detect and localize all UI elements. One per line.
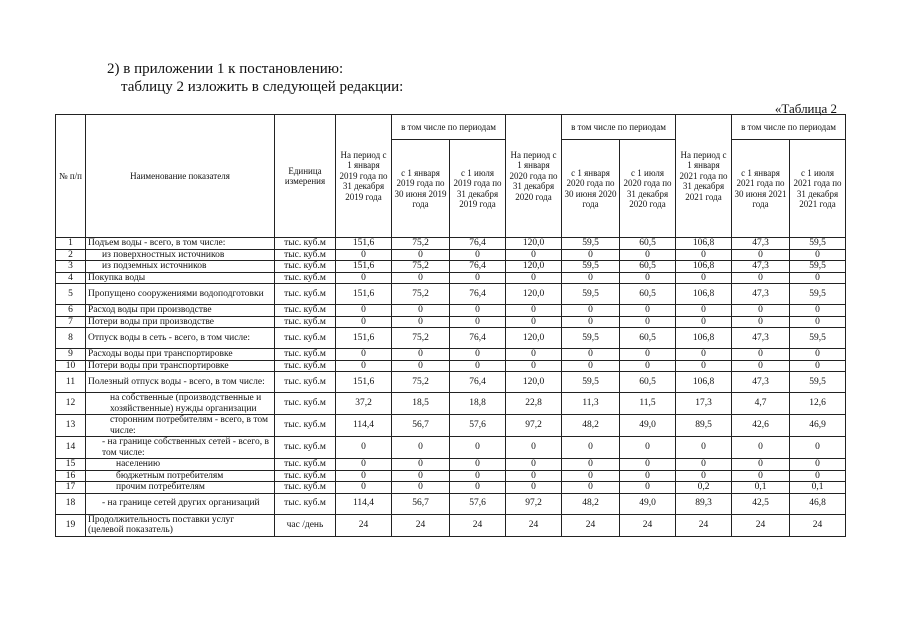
table-row (56, 305, 846, 317)
row-value: 0 (506, 360, 562, 372)
row-value: 0 (620, 249, 676, 261)
row-value: 24 (562, 514, 620, 536)
row-value: 0 (392, 305, 450, 317)
row-value: 0 (450, 305, 506, 317)
row-value: 0 (790, 349, 846, 361)
row-unit: тыс. куб.м (275, 493, 336, 514)
row-number: 12 (56, 393, 86, 415)
row-value: 76,4 (450, 284, 506, 305)
row-value: 24 (450, 514, 506, 536)
row-value: 0 (336, 305, 392, 317)
row-value: 75,2 (392, 238, 450, 250)
row-value: 0 (790, 316, 846, 328)
row-name: сторонним потребителям - всего, в том числе: (86, 415, 275, 437)
row-value: 0 (392, 482, 450, 494)
row-unit: тыс. куб.м (275, 360, 336, 372)
row-unit: тыс. куб.м (275, 349, 336, 361)
header-h1-2019: с 1 января 2019 года по 30 июня 2019 года (392, 140, 450, 238)
header-period-2021: На период с 1 января 2021 года по 31 декабря 2021 года (676, 115, 732, 238)
row-value: 0 (562, 249, 620, 261)
row-value: 151,6 (336, 372, 392, 393)
row-value: 0 (790, 459, 846, 471)
row-value: 42,5 (732, 493, 790, 514)
row-value: 0 (450, 360, 506, 372)
row-name: Подъем воды - всего, в том числе: (86, 238, 275, 250)
row-number: 3 (56, 261, 86, 273)
row-unit: тыс. куб.м (275, 261, 336, 273)
row-value: 60,5 (620, 328, 676, 349)
row-value: 120,0 (506, 284, 562, 305)
row-value: 0 (620, 349, 676, 361)
row-value: 0 (732, 249, 790, 261)
table-row (56, 437, 846, 459)
row-number: 5 (56, 284, 86, 305)
row-value: 59,5 (562, 284, 620, 305)
header-h2-2020: с 1 июля 2020 года по 31 декабря 2020 года (620, 140, 676, 238)
row-value: 0 (392, 437, 450, 459)
table-row (56, 372, 846, 393)
row-number: 17 (56, 482, 86, 494)
row-value: 0,2 (676, 482, 732, 494)
row-value: 0 (336, 349, 392, 361)
row-value: 120,0 (506, 261, 562, 273)
row-value: 151,6 (336, 238, 392, 250)
row-value: 0 (450, 272, 506, 284)
header-h2-2021: с 1 июля 2021 года по 31 декабря 2021 года (790, 140, 846, 238)
row-value: 106,8 (676, 238, 732, 250)
row-number: 4 (56, 272, 86, 284)
row-value: 0 (562, 470, 620, 482)
row-name: - на границе собственных сетей - всего, в том числе: (86, 437, 275, 459)
row-value: 0 (562, 349, 620, 361)
row-value: 0 (790, 305, 846, 317)
row-value: 0 (676, 272, 732, 284)
row-value: 0 (732, 470, 790, 482)
row-value: 0 (392, 360, 450, 372)
row-value: 46,9 (790, 415, 846, 437)
row-value: 0 (562, 437, 620, 459)
row-name: Продолжительность поставки услуг (целевой показатель) (86, 514, 275, 536)
row-value: 0 (732, 360, 790, 372)
row-value: 59,5 (790, 238, 846, 250)
row-name: Потери воды при производстве (86, 316, 275, 328)
row-value: 56,7 (392, 415, 450, 437)
row-unit: тыс. куб.м (275, 470, 336, 482)
row-value: 0 (676, 360, 732, 372)
row-value: 47,3 (732, 372, 790, 393)
row-value: 0 (676, 349, 732, 361)
row-value: 0 (790, 437, 846, 459)
row-value: 0 (562, 459, 620, 471)
row-value: 0 (336, 437, 392, 459)
data-table (55, 114, 846, 537)
row-value: 59,5 (790, 261, 846, 273)
row-unit: тыс. куб.м (275, 249, 336, 261)
row-value: 89,5 (676, 415, 732, 437)
row-value: 0 (336, 360, 392, 372)
row-value: 57,6 (450, 493, 506, 514)
row-value: 60,5 (620, 261, 676, 273)
header-incl-2020: в том числе по периодам (562, 115, 676, 140)
row-value: 49,0 (620, 415, 676, 437)
row-value: 0 (392, 249, 450, 261)
row-number: 2 (56, 249, 86, 261)
row-value: 151,6 (336, 261, 392, 273)
row-value: 0 (620, 316, 676, 328)
row-value: 60,5 (620, 238, 676, 250)
row-name: прочим потребителям (86, 482, 275, 494)
row-value: 0 (676, 437, 732, 459)
table-row (56, 470, 846, 482)
row-unit: тыс. куб.м (275, 415, 336, 437)
row-value: 47,3 (732, 284, 790, 305)
row-value: 151,6 (336, 284, 392, 305)
row-value: 0 (336, 482, 392, 494)
row-value: 114,4 (336, 415, 392, 437)
row-name: Расходы воды при транспортировке (86, 349, 275, 361)
row-value: 59,5 (562, 238, 620, 250)
row-unit: тыс. куб.м (275, 238, 336, 250)
row-value: 0 (790, 360, 846, 372)
row-value: 59,5 (562, 372, 620, 393)
row-value: 0 (336, 272, 392, 284)
table-row (56, 349, 846, 361)
table-row (56, 393, 846, 415)
row-unit: час /день (275, 514, 336, 536)
row-name: населению (86, 459, 275, 471)
header-period-2019: На период с 1 января 2019 года по 31 декабря 2019 года (336, 115, 392, 238)
row-value: 59,5 (562, 328, 620, 349)
row-value: 0 (506, 470, 562, 482)
row-value: 97,2 (506, 493, 562, 514)
row-value: 0 (620, 459, 676, 471)
table-row (56, 482, 846, 494)
row-value: 48,2 (562, 493, 620, 514)
header-incl-2021: в том числе по периодам (732, 115, 846, 140)
header-incl-2019: в том числе по периодам (392, 115, 506, 140)
row-value: 106,8 (676, 372, 732, 393)
table-row (56, 272, 846, 284)
row-value: 0 (336, 470, 392, 482)
row-value: 0 (732, 459, 790, 471)
header-num: № п/п (56, 115, 86, 238)
table-row (56, 316, 846, 328)
row-value: 60,5 (620, 284, 676, 305)
table-row (56, 328, 846, 349)
row-value: 0 (676, 305, 732, 317)
row-name: на собственные (производственные и хозяйственные) нужды организации (86, 393, 275, 415)
row-value: 0 (392, 272, 450, 284)
table-row (56, 249, 846, 261)
row-value: 0 (790, 272, 846, 284)
header-period-2020: На период с 1 января 2020 года по 31 декабря 2020 года (506, 115, 562, 238)
row-value: 0 (506, 459, 562, 471)
row-value: 106,8 (676, 328, 732, 349)
row-value: 0 (506, 249, 562, 261)
table-row (56, 360, 846, 372)
row-value: 114,4 (336, 493, 392, 514)
row-value: 0 (336, 249, 392, 261)
row-value: 59,5 (790, 284, 846, 305)
row-value: 4,7 (732, 393, 790, 415)
row-value: 0 (562, 482, 620, 494)
row-value: 76,4 (450, 372, 506, 393)
row-value: 24 (506, 514, 562, 536)
row-value: 0 (450, 316, 506, 328)
row-value: 106,8 (676, 284, 732, 305)
row-value: 0 (562, 305, 620, 317)
table-row (56, 415, 846, 437)
row-name: из подземных источников (86, 261, 275, 273)
row-value: 24 (676, 514, 732, 536)
row-value: 0 (450, 249, 506, 261)
table-row (56, 459, 846, 471)
row-number: 1 (56, 238, 86, 250)
row-value: 47,3 (732, 238, 790, 250)
row-value: 0 (620, 360, 676, 372)
header-h2-2019: с 1 июля 2019 года по 31 декабря 2019 года (450, 140, 506, 238)
header-h1-2020: с 1 января 2020 года по 30 июня 2020 года (562, 140, 620, 238)
row-value: 24 (620, 514, 676, 536)
row-value: 0 (620, 272, 676, 284)
row-value: 59,5 (790, 372, 846, 393)
table-row (56, 493, 846, 514)
header-h1-2021: с 1 января 2021 года по 30 июня 2021 года (732, 140, 790, 238)
header-unit: Единица измерения (275, 115, 336, 238)
row-number: 10 (56, 360, 86, 372)
row-name: бюджетным потребителям (86, 470, 275, 482)
row-value: 0 (676, 249, 732, 261)
row-value: 75,2 (392, 372, 450, 393)
row-value: 0 (506, 437, 562, 459)
row-unit: тыс. куб.м (275, 305, 336, 317)
row-value: 59,5 (790, 328, 846, 349)
row-value: 0 (506, 349, 562, 361)
intro-text (107, 60, 403, 96)
row-value: 0 (392, 349, 450, 361)
row-value: 0 (732, 272, 790, 284)
table-row (56, 514, 846, 536)
row-value: 97,2 (506, 415, 562, 437)
row-number: 15 (56, 459, 86, 471)
row-name: Расход воды при производстве (86, 305, 275, 317)
table-row (56, 238, 846, 250)
row-number: 11 (56, 372, 86, 393)
row-value: 48,2 (562, 415, 620, 437)
row-value: 0 (450, 349, 506, 361)
row-value: 0 (620, 470, 676, 482)
row-number: 14 (56, 437, 86, 459)
row-value: 0 (450, 482, 506, 494)
row-value: 22,8 (506, 393, 562, 415)
row-value: 0 (450, 470, 506, 482)
row-value: 0 (450, 459, 506, 471)
row-unit: тыс. куб.м (275, 393, 336, 415)
row-value: 0 (506, 272, 562, 284)
row-name: - на границе сетей других организаций (86, 493, 275, 514)
row-value: 0 (392, 459, 450, 471)
row-number: 13 (56, 415, 86, 437)
row-unit: тыс. куб.м (275, 328, 336, 349)
table-row (56, 261, 846, 273)
row-value: 76,4 (450, 261, 506, 273)
row-value: 24 (392, 514, 450, 536)
row-name: Пропущено сооружениями водоподготовки (86, 284, 275, 305)
row-unit: тыс. куб.м (275, 316, 336, 328)
row-number: 19 (56, 514, 86, 536)
intro-line-2: таблицу 2 изложить в следующей редакции: (121, 79, 404, 95)
row-value: 42,6 (732, 415, 790, 437)
row-value: 0,1 (790, 482, 846, 494)
row-unit: тыс. куб.м (275, 284, 336, 305)
row-value: 0 (392, 316, 450, 328)
row-value: 17,3 (676, 393, 732, 415)
row-unit: тыс. куб.м (275, 372, 336, 393)
row-value: 0 (450, 437, 506, 459)
row-value: 47,3 (732, 261, 790, 273)
row-value: 0 (620, 305, 676, 317)
row-value: 57,6 (450, 415, 506, 437)
row-number: 18 (56, 493, 86, 514)
row-value: 0 (732, 349, 790, 361)
row-value: 46,8 (790, 493, 846, 514)
row-value: 0 (790, 249, 846, 261)
row-value: 0 (676, 316, 732, 328)
row-value: 0 (790, 470, 846, 482)
row-number: 6 (56, 305, 86, 317)
table-caption: «Таблица 2 (774, 101, 837, 116)
row-name: Потери воды при транспортировке (86, 360, 275, 372)
row-value: 0 (506, 316, 562, 328)
row-name: Отпуск воды в сеть - всего, в том числе: (86, 328, 275, 349)
row-value: 18,8 (450, 393, 506, 415)
row-number: 8 (56, 328, 86, 349)
row-value: 0 (732, 305, 790, 317)
row-value: 60,5 (620, 372, 676, 393)
row-value: 24 (790, 514, 846, 536)
row-value: 120,0 (506, 328, 562, 349)
row-value: 12,6 (790, 393, 846, 415)
row-number: 9 (56, 349, 86, 361)
row-value: 18,5 (392, 393, 450, 415)
row-number: 16 (56, 470, 86, 482)
row-value: 76,4 (450, 328, 506, 349)
row-value: 76,4 (450, 238, 506, 250)
row-value: 59,5 (562, 261, 620, 273)
row-value: 0 (732, 316, 790, 328)
row-value: 11,3 (562, 393, 620, 415)
row-value: 0 (732, 437, 790, 459)
row-value: 0 (676, 470, 732, 482)
table-row (56, 284, 846, 305)
row-value: 75,2 (392, 284, 450, 305)
row-value: 120,0 (506, 372, 562, 393)
row-value: 0,1 (732, 482, 790, 494)
row-value: 75,2 (392, 328, 450, 349)
row-number: 7 (56, 316, 86, 328)
row-value: 37,2 (336, 393, 392, 415)
row-value: 0 (676, 459, 732, 471)
row-unit: тыс. куб.м (275, 272, 336, 284)
row-value: 47,3 (732, 328, 790, 349)
row-name: Покупка воды (86, 272, 275, 284)
row-value: 89,3 (676, 493, 732, 514)
row-value: 0 (562, 360, 620, 372)
row-value: 49,0 (620, 493, 676, 514)
row-value: 56,7 (392, 493, 450, 514)
row-value: 75,2 (392, 261, 450, 273)
row-value: 0 (506, 305, 562, 317)
row-value: 151,6 (336, 328, 392, 349)
row-value: 0 (392, 470, 450, 482)
row-unit: тыс. куб.м (275, 437, 336, 459)
row-value: 0 (506, 482, 562, 494)
row-value: 24 (336, 514, 392, 536)
row-unit: тыс. куб.м (275, 459, 336, 471)
row-value: 0 (562, 272, 620, 284)
row-value: 24 (732, 514, 790, 536)
row-name: Полезный отпуск воды - всего, в том числе: (86, 372, 275, 393)
row-value: 120,0 (506, 238, 562, 250)
row-value: 0 (620, 482, 676, 494)
header-name: Наименование показателя (86, 115, 275, 238)
row-value: 0 (620, 437, 676, 459)
intro-line-1: 2) в приложении 1 к постановлению: (107, 61, 344, 77)
table-body (56, 238, 846, 537)
row-value: 106,8 (676, 261, 732, 273)
row-value: 0 (336, 316, 392, 328)
row-value: 11,5 (620, 393, 676, 415)
row-unit: тыс. куб.м (275, 482, 336, 494)
row-name: из поверхностных источников (86, 249, 275, 261)
row-value: 0 (336, 459, 392, 471)
row-value: 0 (562, 316, 620, 328)
